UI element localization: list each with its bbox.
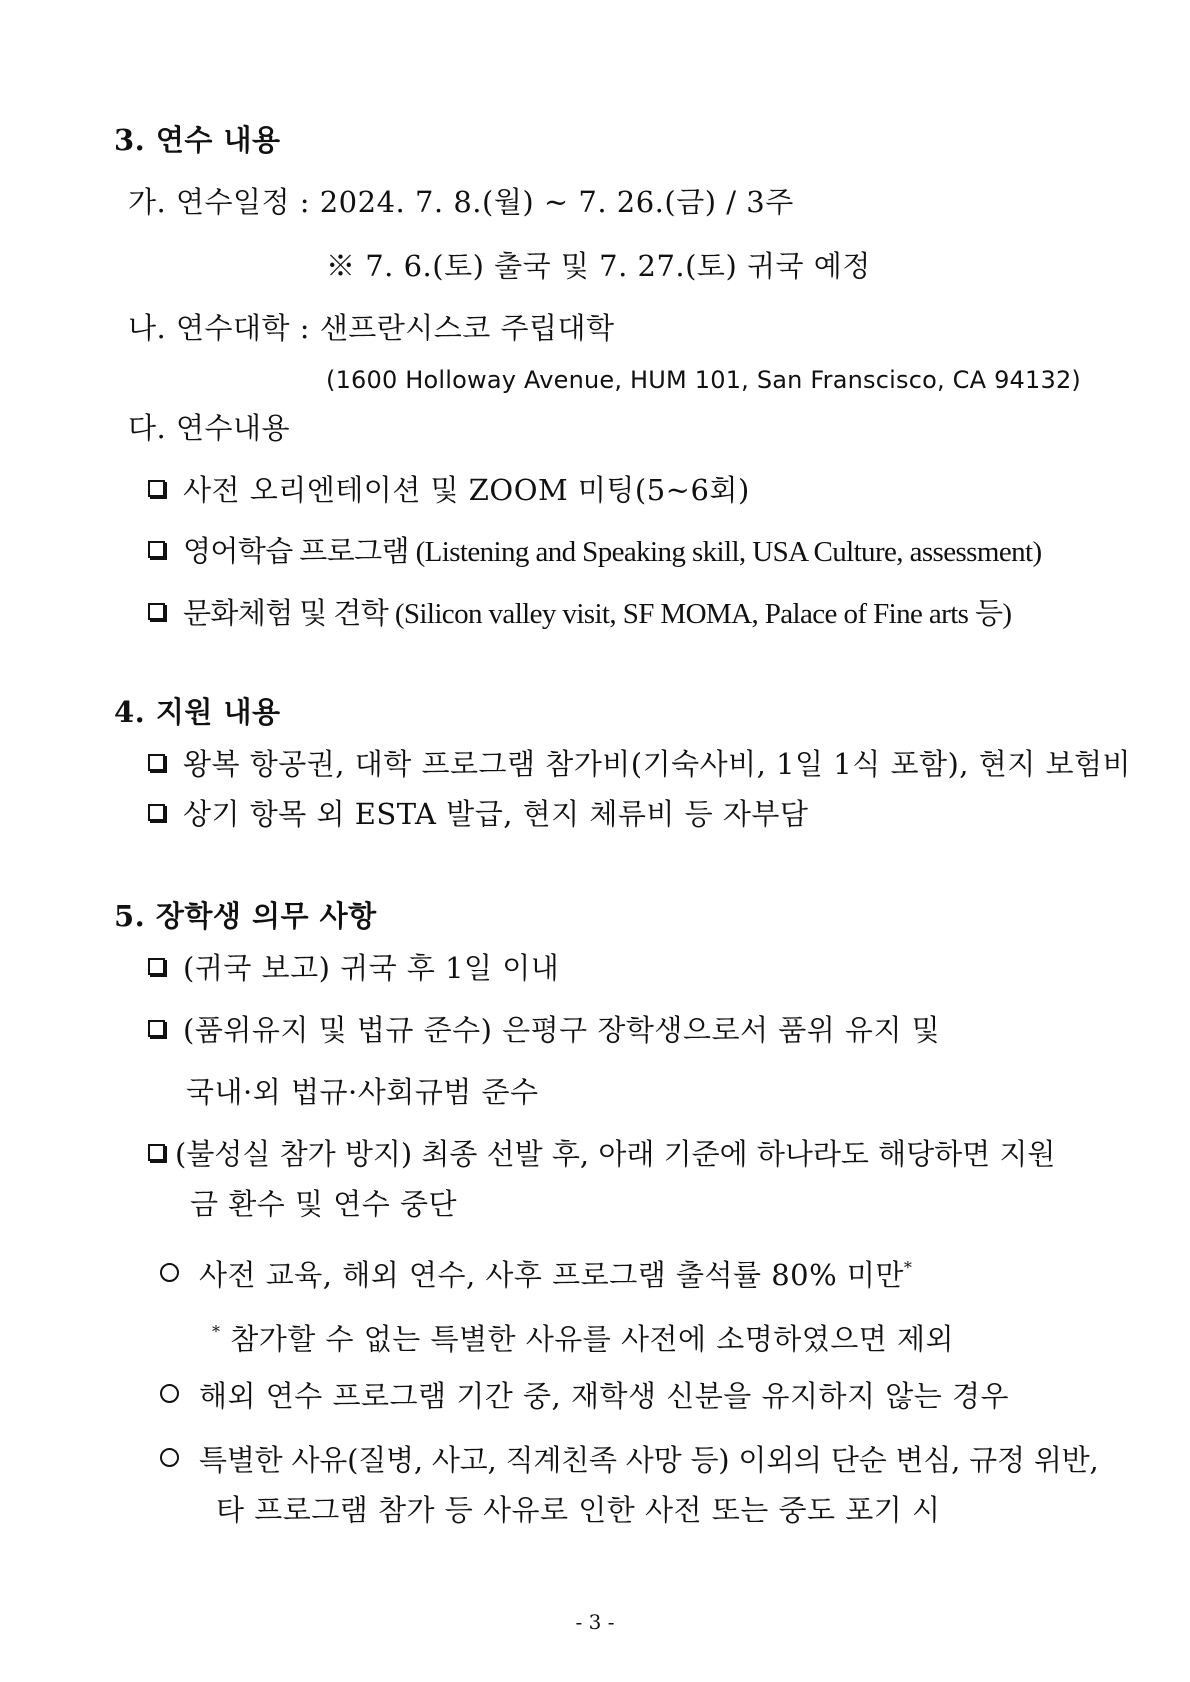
criteria-1-note-text: 참가할 수 없는 특별한 사유를 사전에 소명하였으면 제외 bbox=[230, 1322, 955, 1356]
section-5-title: 5. 장학생 의무 사항 bbox=[114, 899, 377, 933]
content-item-1 bbox=[148, 472, 750, 508]
checkbox-bullet-icon bbox=[148, 754, 165, 771]
duty-item-3-text: (불성실 참가 방지) 최종 선발 후, 아래 기준에 하나라도 해당하면 지원 bbox=[175, 1137, 1056, 1171]
support-item-1-text: 왕복 항공권, 대학 프로그램 참가비(기숙사비, 1일 1식 포함), 현지 보험비 bbox=[183, 747, 1132, 781]
criteria-3 bbox=[160, 1442, 1098, 1478]
duty-item-2 bbox=[148, 1012, 940, 1048]
section-3-title: 3. 연수 내용 bbox=[114, 123, 281, 157]
schedule-line: 가. 연수일정 : 2024. 7. 8.(월) ~ 7. 26.(금) / 3주 bbox=[128, 185, 794, 219]
footnote-mark: * bbox=[212, 1322, 221, 1341]
checkbox-bullet-icon bbox=[148, 541, 165, 558]
checkbox-bullet-icon bbox=[148, 1144, 165, 1161]
criteria-3-cont: 타 프로그램 참가 등 사유로 인한 사전 또는 중도 포기 시 bbox=[216, 1493, 941, 1527]
section-4-title: 4. 지원 내용 bbox=[114, 695, 281, 729]
schedule-note: ※ 7. 6.(토) 출국 및 7. 27.(토) 귀국 예정 bbox=[326, 249, 871, 283]
content-item-2-text: 영어학습 프로그램 (Listening and Speaking skill, USA Culture, assessment) bbox=[183, 536, 1042, 568]
criteria-3-text: 특별한 사유(질병, 사고, 직계친족 사망 등) 이외의 단순 변심, 규정 위반, bbox=[199, 1443, 1099, 1477]
university-address: (1600 Holloway Avenue, HUM 101, San Franscisco, CA 94132) bbox=[326, 366, 1081, 394]
circle-bullet-icon bbox=[160, 1448, 179, 1467]
checkbox-bullet-icon bbox=[148, 958, 165, 975]
university-line: 나. 연수대학 : 샌프란시스코 주립대학 bbox=[128, 311, 615, 345]
content-item-3-text: 문화체험 및 견학 (Silicon valley visit, SF MOMA, Palace of Fine arts 등) bbox=[183, 598, 1012, 630]
content-item-2 bbox=[148, 534, 1042, 570]
criteria-2-text: 해외 연수 프로그램 기간 중, 재학생 신분을 유지하지 않는 경우 bbox=[199, 1379, 1010, 1413]
support-item-1 bbox=[148, 746, 1131, 782]
circle-bullet-icon bbox=[160, 1263, 179, 1282]
duty-item-1-text: (귀국 보고) 귀국 후 1일 이내 bbox=[183, 951, 560, 985]
criteria-1-text: 사전 교육, 해외 연수, 사후 프로그램 출석률 80% 미만 bbox=[199, 1258, 904, 1292]
duty-item-3-cont: 금 환수 및 연수 중단 bbox=[190, 1187, 457, 1221]
checkbox-bullet-icon bbox=[148, 603, 165, 620]
duty-item-1 bbox=[148, 950, 559, 986]
footnote-mark: * bbox=[903, 1258, 913, 1277]
support-item-2 bbox=[148, 796, 808, 832]
duty-item-3 bbox=[148, 1136, 1055, 1172]
circle-bullet-icon bbox=[160, 1384, 179, 1403]
duty-item-2-text: (품위유지 및 법규 준수) 은평구 장학생으로서 품위 유지 및 bbox=[183, 1013, 941, 1047]
checkbox-bullet-icon bbox=[148, 804, 165, 821]
criteria-1 bbox=[160, 1250, 912, 1293]
content-item-1-text: 사전 오리엔테이션 및 ZOOM 미팅(5~6회) bbox=[183, 473, 750, 507]
support-item-2-text: 상기 항목 외 ESTA 발급, 현지 체류비 등 자부담 bbox=[183, 797, 809, 831]
content-label: 다. 연수내용 bbox=[128, 411, 291, 445]
duty-item-2-cont: 국내·외 법규·사회규범 준수 bbox=[186, 1075, 539, 1109]
criteria-1-note bbox=[212, 1314, 954, 1357]
page-number: - 3 - bbox=[575, 1610, 615, 1634]
content-item-3 bbox=[148, 596, 1012, 632]
checkbox-bullet-icon bbox=[148, 480, 165, 497]
checkbox-bullet-icon bbox=[148, 1020, 165, 1037]
criteria-2 bbox=[160, 1378, 1009, 1414]
